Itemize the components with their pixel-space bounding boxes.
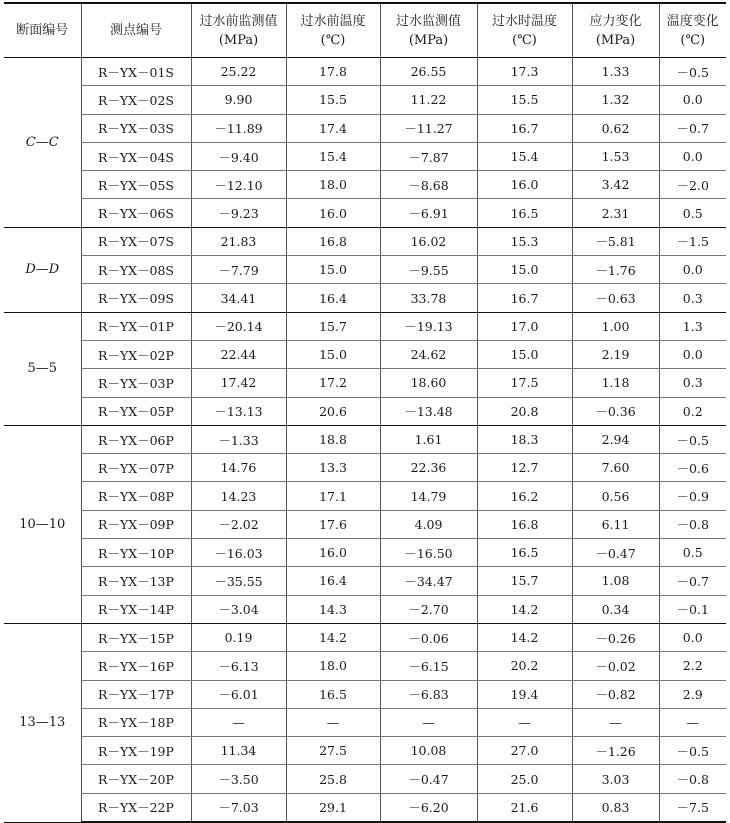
during-value-cell: －34.47 <box>380 567 477 595</box>
header-line1: 过水监测值 <box>395 13 461 29</box>
during-value-cell: －0.47 <box>380 765 477 793</box>
stress-change-cell: 0.56 <box>572 482 659 510</box>
table-row <box>4 256 726 284</box>
point-id-cell: R－YX－04S <box>81 142 191 170</box>
during-temp-cell: 16.7 <box>477 284 572 312</box>
stress-change-cell: 1.08 <box>572 567 659 595</box>
temp-change-cell: －0.9 <box>659 482 726 510</box>
point-id-cell: R－YX－09P <box>81 510 191 538</box>
pre-temp-cell: 17.8 <box>286 58 380 86</box>
pre-temp-cell: 20.6 <box>286 397 380 425</box>
during-value-cell: －8.68 <box>380 171 477 199</box>
table-row <box>4 312 726 340</box>
pre-temp-cell: 16.8 <box>286 227 380 255</box>
temp-change-cell: －0.1 <box>659 595 726 623</box>
pre-value-cell: 9.90 <box>191 86 286 114</box>
during-temp-cell: — <box>477 708 572 736</box>
stress-change-cell: 1.18 <box>572 369 659 397</box>
during-value-cell: －2.70 <box>380 595 477 623</box>
temp-change-cell: 0.0 <box>659 86 726 114</box>
header-unit: (MPa) <box>595 32 636 48</box>
during-temp-cell: 16.2 <box>477 482 572 510</box>
point-id-cell: R－YX－01S <box>81 58 191 86</box>
header-unit: (MPa) <box>408 32 449 48</box>
during-value-cell: 33.78 <box>380 284 477 312</box>
during-temp-cell: 17.0 <box>477 312 572 340</box>
table-header <box>4 3 726 58</box>
during-value-cell: －7.87 <box>380 142 477 170</box>
temp-change-cell: －0.7 <box>659 567 726 595</box>
point-id-cell: R－YX－16P <box>81 652 191 680</box>
during-temp-cell: 16.5 <box>477 539 572 567</box>
table-row <box>4 425 726 453</box>
during-value-cell: 22.36 <box>380 454 477 482</box>
table-row <box>4 142 726 170</box>
header-row <box>4 3 726 58</box>
pre-value-cell: －6.13 <box>191 652 286 680</box>
during-temp-cell: 15.0 <box>477 340 572 368</box>
point-id-cell: R－YX－13P <box>81 567 191 595</box>
stress-change-cell: －0.26 <box>572 623 659 651</box>
stress-change-cell: 2.31 <box>572 199 659 227</box>
during-temp-cell: 15.3 <box>477 227 572 255</box>
during-temp-cell: 14.2 <box>477 595 572 623</box>
temp-change-cell: 1.3 <box>659 312 726 340</box>
pre-temp-cell: 25.8 <box>286 765 380 793</box>
temp-change-cell: －0.7 <box>659 114 726 142</box>
pre-value-cell: －7.03 <box>191 793 286 822</box>
point-id-cell: R－YX－05S <box>81 171 191 199</box>
stress-change-cell: －5.81 <box>572 227 659 255</box>
table-row <box>4 284 726 312</box>
table-row <box>4 58 726 86</box>
during-temp-cell: 18.3 <box>477 425 572 453</box>
point-id-cell: R－YX－10P <box>81 539 191 567</box>
point-id-cell: R－YX－08P <box>81 482 191 510</box>
pre-value-cell: －3.50 <box>191 765 286 793</box>
temp-change-cell: 2.9 <box>659 680 726 708</box>
stress-change-cell: －0.63 <box>572 284 659 312</box>
during-temp-cell: 20.8 <box>477 397 572 425</box>
stress-change-cell: 1.53 <box>572 142 659 170</box>
point-id-cell: R－YX－14P <box>81 595 191 623</box>
pre-temp-cell: 18.8 <box>286 425 380 453</box>
point-id-cell: R－YX－03P <box>81 369 191 397</box>
during-temp-cell: 12.7 <box>477 454 572 482</box>
stress-change-cell: 6.11 <box>572 510 659 538</box>
during-temp-cell: 19.4 <box>477 680 572 708</box>
during-temp-cell: 15.7 <box>477 567 572 595</box>
stress-change-cell: 3.03 <box>572 765 659 793</box>
point-id-cell: R－YX－09S <box>81 284 191 312</box>
table-row <box>4 171 726 199</box>
point-id-cell: R－YX－05P <box>81 397 191 425</box>
point-id-cell: R－YX－02P <box>81 340 191 368</box>
header-stress-change <box>572 3 659 58</box>
temp-change-cell: 0.0 <box>659 256 726 284</box>
table-row <box>4 114 726 142</box>
point-id-cell: R－YX－20P <box>81 765 191 793</box>
pre-temp-cell: 14.3 <box>286 595 380 623</box>
during-value-cell: — <box>380 708 477 736</box>
during-value-cell: －6.83 <box>380 680 477 708</box>
during-value-cell: 16.02 <box>380 227 477 255</box>
pre-value-cell: 14.76 <box>191 454 286 482</box>
header-during-temp <box>477 3 572 58</box>
table-row <box>4 86 726 114</box>
pre-value-cell: －11.89 <box>191 114 286 142</box>
temp-change-cell: 2.2 <box>659 652 726 680</box>
table-row <box>4 708 726 736</box>
table-row <box>4 793 726 822</box>
point-id-cell: R－YX－22P <box>81 793 191 822</box>
pre-temp-cell: — <box>286 708 380 736</box>
pre-temp-cell: 27.5 <box>286 737 380 765</box>
temp-change-cell: －0.5 <box>659 737 726 765</box>
section-id-cell: 10—10 <box>4 425 81 623</box>
table-body <box>4 58 726 823</box>
during-value-cell: －6.91 <box>380 199 477 227</box>
stress-change-cell: －0.36 <box>572 397 659 425</box>
temp-change-cell: －0.8 <box>659 765 726 793</box>
temp-change-cell: 0.3 <box>659 369 726 397</box>
pre-value-cell: －7.79 <box>191 256 286 284</box>
during-value-cell: －19.13 <box>380 312 477 340</box>
pre-value-cell: －6.01 <box>191 680 286 708</box>
stress-change-cell: 7.60 <box>572 454 659 482</box>
point-id-cell: R－YX－02S <box>81 86 191 114</box>
header-unit: (℃) <box>320 32 346 48</box>
stress-change-cell: －1.26 <box>572 737 659 765</box>
pre-value-cell: 14.23 <box>191 482 286 510</box>
during-temp-cell: 20.2 <box>477 652 572 680</box>
during-temp-cell: 14.2 <box>477 623 572 651</box>
pre-value-cell: －3.04 <box>191 595 286 623</box>
during-temp-cell: 15.4 <box>477 142 572 170</box>
stress-change-cell: 2.94 <box>572 425 659 453</box>
pre-value-cell: －1.33 <box>191 425 286 453</box>
pre-temp-cell: 15.5 <box>286 86 380 114</box>
header-line1: 断面编号 <box>16 23 69 38</box>
during-value-cell: 11.22 <box>380 86 477 114</box>
stress-change-cell: 1.00 <box>572 312 659 340</box>
temp-change-cell: 0.0 <box>659 142 726 170</box>
pre-temp-cell: 17.4 <box>286 114 380 142</box>
pre-value-cell: －20.14 <box>191 312 286 340</box>
point-id-cell: R－YX－07S <box>81 227 191 255</box>
point-id-cell: R－YX－08S <box>81 256 191 284</box>
header-line1: 温度变化 <box>666 13 719 29</box>
header-line1: 过水时温度 <box>491 13 557 29</box>
temp-change-cell: －1.5 <box>659 227 726 255</box>
header-line1: 过水前温度 <box>300 13 366 29</box>
pre-value-cell: 11.34 <box>191 737 286 765</box>
stress-change-cell: 0.83 <box>572 793 659 822</box>
pre-temp-cell: 17.2 <box>286 369 380 397</box>
pre-value-cell: 25.22 <box>191 58 286 86</box>
during-temp-cell: 17.5 <box>477 369 572 397</box>
pre-value-cell: －9.23 <box>191 199 286 227</box>
pre-temp-cell: 18.0 <box>286 652 380 680</box>
table-row <box>4 454 726 482</box>
stress-change-cell: －0.02 <box>572 652 659 680</box>
section-id-cell: 13—13 <box>4 623 81 822</box>
table-row <box>4 595 726 623</box>
table-row <box>4 652 726 680</box>
pre-temp-cell: 29.1 <box>286 793 380 822</box>
header-temp-change <box>659 3 726 58</box>
pre-temp-cell: 15.0 <box>286 256 380 284</box>
point-id-cell: R－YX－03S <box>81 114 191 142</box>
pre-temp-cell: 16.0 <box>286 199 380 227</box>
header-unit: (℃) <box>680 32 706 48</box>
table-row <box>4 680 726 708</box>
pre-temp-cell: 17.6 <box>286 510 380 538</box>
point-id-cell: R－YX－01P <box>81 312 191 340</box>
during-temp-cell: 21.6 <box>477 793 572 822</box>
pre-temp-cell: 15.7 <box>286 312 380 340</box>
stress-change-cell: －1.76 <box>572 256 659 284</box>
pre-value-cell: －9.40 <box>191 142 286 170</box>
during-value-cell: －13.48 <box>380 397 477 425</box>
temp-change-cell: －7.5 <box>659 793 726 822</box>
during-value-cell: 18.60 <box>380 369 477 397</box>
pre-value-cell: －12.10 <box>191 171 286 199</box>
stress-change-cell: －0.47 <box>572 539 659 567</box>
temp-change-cell: －0.8 <box>659 510 726 538</box>
pre-value-cell: 21.83 <box>191 227 286 255</box>
pre-value-cell: 34.41 <box>191 284 286 312</box>
pre-temp-cell: 16.4 <box>286 567 380 595</box>
during-temp-cell: 17.3 <box>477 58 572 86</box>
pre-temp-cell: 16.5 <box>286 680 380 708</box>
header-point-id <box>81 3 191 58</box>
point-id-cell: R－YX－19P <box>81 737 191 765</box>
during-value-cell: 10.08 <box>380 737 477 765</box>
pre-temp-cell: 16.0 <box>286 539 380 567</box>
header-section-id <box>4 3 81 58</box>
stress-change-cell: 0.34 <box>572 595 659 623</box>
temp-change-cell: －0.5 <box>659 425 726 453</box>
pre-value-cell: －2.02 <box>191 510 286 538</box>
during-value-cell: 24.62 <box>380 340 477 368</box>
during-value-cell: 4.09 <box>380 510 477 538</box>
stress-change-cell: 0.62 <box>572 114 659 142</box>
pre-temp-cell: 15.4 <box>286 142 380 170</box>
stress-change-cell: — <box>572 708 659 736</box>
table-row <box>4 737 726 765</box>
header-pre-value <box>191 3 286 58</box>
pre-value-cell: －35.55 <box>191 567 286 595</box>
during-value-cell: 26.55 <box>380 58 477 86</box>
header-during-value <box>380 3 477 58</box>
table-row <box>4 340 726 368</box>
during-temp-cell: 25.0 <box>477 765 572 793</box>
temp-change-cell: 0.0 <box>659 340 726 368</box>
monitoring-table <box>4 2 726 823</box>
pre-value-cell: — <box>191 708 286 736</box>
during-value-cell: －6.20 <box>380 793 477 822</box>
pre-value-cell: 0.19 <box>191 623 286 651</box>
stress-change-cell: 2.19 <box>572 340 659 368</box>
table-row <box>4 567 726 595</box>
pre-temp-cell: 18.0 <box>286 171 380 199</box>
section-id-cell: D—D <box>4 227 81 312</box>
pre-value-cell: 17.42 <box>191 369 286 397</box>
during-temp-cell: 15.0 <box>477 256 572 284</box>
during-temp-cell: 15.5 <box>477 86 572 114</box>
pre-temp-cell: 16.4 <box>286 284 380 312</box>
temp-change-cell: 0.3 <box>659 284 726 312</box>
during-temp-cell: 16.5 <box>477 199 572 227</box>
stress-change-cell: 1.33 <box>572 58 659 86</box>
temp-change-cell: －0.5 <box>659 58 726 86</box>
header-line1: 应力变化 <box>589 13 642 29</box>
pre-value-cell: －13.13 <box>191 397 286 425</box>
point-id-cell: R－YX－07P <box>81 454 191 482</box>
temp-change-cell: 0.0 <box>659 623 726 651</box>
section-id-cell: C—C <box>4 58 81 228</box>
pre-value-cell: －16.03 <box>191 539 286 567</box>
temp-change-cell: －2.0 <box>659 171 726 199</box>
header-unit: (MPa) <box>218 32 259 48</box>
section-id-cell: 5—5 <box>4 312 81 425</box>
temp-change-cell: — <box>659 708 726 736</box>
point-id-cell: R－YX－15P <box>81 623 191 651</box>
point-id-cell: R－YX－06S <box>81 199 191 227</box>
during-temp-cell: 16.0 <box>477 171 572 199</box>
temp-change-cell: 0.2 <box>659 397 726 425</box>
header-unit: (℃) <box>512 32 537 48</box>
temp-change-cell: 0.5 <box>659 199 726 227</box>
stress-change-cell: －0.82 <box>572 680 659 708</box>
during-value-cell: －9.55 <box>380 256 477 284</box>
table-row <box>4 199 726 227</box>
during-value-cell: －6.15 <box>380 652 477 680</box>
point-id-cell: R－YX－18P <box>81 708 191 736</box>
during-value-cell: －0.06 <box>380 623 477 651</box>
pre-temp-cell: 14.2 <box>286 623 380 651</box>
header-line1: 测点编号 <box>109 23 162 38</box>
during-temp-cell: 16.7 <box>477 114 572 142</box>
table-row <box>4 227 726 255</box>
table-row <box>4 369 726 397</box>
pre-temp-cell: 13.3 <box>286 454 380 482</box>
table-row <box>4 623 726 651</box>
pre-value-cell: 22.44 <box>191 340 286 368</box>
during-value-cell: －11.27 <box>380 114 477 142</box>
pre-temp-cell: 15.0 <box>286 340 380 368</box>
table-row <box>4 397 726 425</box>
stress-change-cell: 1.32 <box>572 86 659 114</box>
during-temp-cell: 27.0 <box>477 737 572 765</box>
temp-change-cell: 0.5 <box>659 539 726 567</box>
point-id-cell: R－YX－06P <box>81 425 191 453</box>
pre-temp-cell: 17.1 <box>286 482 380 510</box>
during-value-cell: 1.61 <box>380 425 477 453</box>
stress-change-cell: 3.42 <box>572 171 659 199</box>
during-value-cell: 14.79 <box>380 482 477 510</box>
header-pre-temp <box>286 3 380 58</box>
header-line1: 过水前监测值 <box>199 13 278 29</box>
point-id-cell: R－YX－17P <box>81 680 191 708</box>
during-temp-cell: 16.8 <box>477 510 572 538</box>
table-row <box>4 482 726 510</box>
table-row <box>4 765 726 793</box>
temp-change-cell: －0.6 <box>659 454 726 482</box>
table-row <box>4 539 726 567</box>
table-row <box>4 510 726 538</box>
during-value-cell: －16.50 <box>380 539 477 567</box>
